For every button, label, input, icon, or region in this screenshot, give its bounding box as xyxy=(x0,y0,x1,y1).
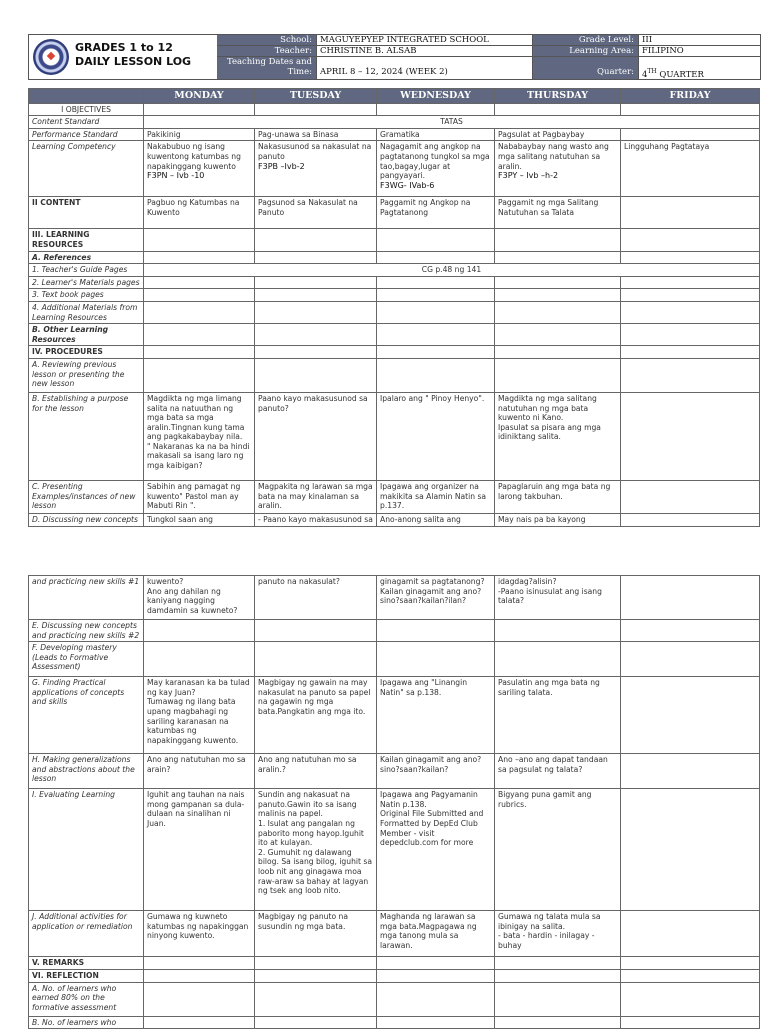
cell-text: Ano ang natutuhan mo sa aralin.? xyxy=(258,755,357,774)
cell-thursday xyxy=(495,754,621,789)
cell-monday xyxy=(144,677,255,754)
table-row-content-standard xyxy=(29,116,760,129)
day-header-thursday: THURSDAY xyxy=(495,89,621,104)
day-header-row xyxy=(29,89,760,104)
cell-monday xyxy=(144,392,255,480)
row-label: B. No. of learners who xyxy=(29,1016,144,1029)
cell-thursday xyxy=(495,346,621,359)
cell-wednesday xyxy=(377,789,495,911)
competency-code: F3PB –Ivb-2 xyxy=(258,161,305,171)
cell-friday xyxy=(621,301,760,323)
cell-monday xyxy=(144,620,255,642)
cell-monday xyxy=(144,276,255,289)
cell-text: Ano –ano ang dapat tandaan sa pagsulat ng talata? xyxy=(498,755,608,774)
cell-text: Pagsunod sa Nakasulat na Panuto xyxy=(258,198,358,217)
cell-wednesday xyxy=(377,229,495,251)
school-value: MAGUYEPYEP INTEGRATED SCHOOL xyxy=(320,35,489,45)
cell-friday xyxy=(621,324,760,346)
cell-text: Gumawa ng kuwneto katumbas ng napakinggan ninyong kuwento. xyxy=(147,912,249,941)
cell-thursday xyxy=(495,969,621,982)
cell-thursday xyxy=(495,513,621,526)
cell-wednesday xyxy=(377,754,495,789)
cell-tuesday xyxy=(255,513,377,526)
row-label: IV. PROCEDURES xyxy=(29,346,144,359)
cell-text: Maghanda ng larawan sa mga bata.Magpagawa ng mga tanong mula sa larawan. xyxy=(380,912,477,950)
cell-tuesday xyxy=(255,276,377,289)
cell-monday xyxy=(144,789,255,911)
cell-wednesday xyxy=(377,301,495,323)
table-row-ii-content xyxy=(29,197,760,229)
table-row-f-developing-mastery-leads-to-formative- xyxy=(29,642,760,677)
cell-text: Nakasusunod sa nakasulat na panuto xyxy=(258,142,372,161)
cell-monday xyxy=(144,324,255,346)
cell-tuesday xyxy=(255,1016,377,1029)
cell-tuesday xyxy=(255,969,377,982)
cell-monday xyxy=(144,1016,255,1029)
cell-tuesday xyxy=(255,229,377,251)
cell-wednesday xyxy=(377,969,495,982)
row-label: A. No. of learners who earned 80% on the formative assessment xyxy=(29,982,144,1016)
quarter-word: QUARTER xyxy=(656,69,704,80)
cell-friday xyxy=(621,128,760,141)
cell-text: Pagbuo ng Katumbas na Kuwento xyxy=(147,198,240,217)
table-row-i-evaluating-learning xyxy=(29,789,760,911)
cell-monday xyxy=(144,754,255,789)
dates-label-1: Teaching Dates and xyxy=(226,57,312,67)
row-label: I OBJECTIVES xyxy=(29,103,144,116)
cell-wednesday xyxy=(377,289,495,302)
cell-monday xyxy=(144,911,255,957)
cell-wednesday xyxy=(377,957,495,970)
cell-thursday xyxy=(495,251,621,264)
cell-text: panuto na nakasulat? xyxy=(258,577,340,586)
quarter-suffix: TH xyxy=(647,68,657,75)
cell-friday xyxy=(621,1016,760,1029)
quarter-value xyxy=(639,67,759,78)
cell-thursday xyxy=(495,301,621,323)
cell-monday xyxy=(144,642,255,677)
row-label: J. Additional activities for application or remediation xyxy=(29,911,144,957)
cell-monday xyxy=(144,251,255,264)
cell-thursday xyxy=(495,576,621,620)
row-label: 2. Learner's Materials pages xyxy=(29,276,144,289)
cell-text: Magpakita ng larawan sa mga bata na may kinalaman sa aralin. xyxy=(258,481,373,511)
cell-tuesday xyxy=(255,358,377,392)
table-row-a-no-of-learners-who-earned-80-on-the-fo xyxy=(29,982,760,1016)
cell-tuesday xyxy=(255,911,377,957)
cell-tuesday xyxy=(255,982,377,1016)
row-label: and practicing new skills #1 xyxy=(29,576,144,620)
cell-wednesday xyxy=(377,982,495,1016)
row-label: B. Other Learning Resources xyxy=(29,324,144,346)
cell-text: Tungkol saan ang xyxy=(147,514,214,524)
day-header-monday: MONDAY xyxy=(144,89,255,104)
row-label: VI. REFLECTION xyxy=(29,969,144,982)
cell-text: idagdag?alisin? -Paano isinusulat ang isang talata? xyxy=(498,577,602,606)
cell-tuesday xyxy=(255,392,377,480)
cell-friday xyxy=(621,141,760,197)
cell-text: Papaglaruin ang mga bata ng larong takbuhan. xyxy=(498,481,611,501)
cell-text: Gumawa ng talata mula sa ibinigay na salita. - bata - hardin - inilagay - buhay xyxy=(498,912,601,950)
deped-seal-icon xyxy=(33,39,69,75)
table-row-d-discussing-new-concepts xyxy=(29,513,760,526)
cell-text: May karanasan ka ba tulad ng kay Juan? Tumawag ng ilang bata upang magbahagi ng sariling karanasan na katumbas ng napakinggang kuwento. xyxy=(147,678,250,745)
competency-code: F3PY – Ivb –h-2 xyxy=(498,171,559,181)
cell-text: Nababaybay nang wasto ang mga salitang natutuhan sa aralin. xyxy=(498,142,609,171)
cell-wednesday xyxy=(377,197,495,229)
cell-tuesday xyxy=(255,346,377,359)
cell-wednesday xyxy=(377,141,495,197)
table-row-and-practicing-new-skills-1 xyxy=(29,576,760,620)
cell-tuesday xyxy=(255,301,377,323)
title-line-2: DAILY LESSON LOG xyxy=(75,55,192,68)
header-title xyxy=(75,41,191,69)
cell-text: Pagsulat at Pagbaybay xyxy=(498,129,585,139)
teacher-label: Teacher: xyxy=(217,46,316,56)
table-row-j-additional-activities-for-application- xyxy=(29,911,760,957)
cell-tuesday xyxy=(255,324,377,346)
row-label: V. REMARKS xyxy=(29,957,144,970)
cell-thursday xyxy=(495,677,621,754)
cell-text: kuwento? Ano ang dahilan ng kaniyang nagging damdamin sa kuwneto? xyxy=(147,577,238,615)
area-label: Learning Area: xyxy=(533,46,638,56)
cell-friday xyxy=(621,251,760,264)
cell-text: Lingguhang Pagtataya xyxy=(624,142,710,152)
day-header-wednesday: WEDNESDAY xyxy=(377,89,495,104)
table-row-h-making-generalizations-and-abstraction xyxy=(29,754,760,789)
cell-monday xyxy=(144,346,255,359)
table-row-i-objectives xyxy=(29,103,760,116)
cell-monday xyxy=(144,128,255,141)
cell-tuesday xyxy=(255,957,377,970)
cell-monday xyxy=(144,982,255,1016)
cell-wednesday xyxy=(377,1016,495,1029)
merged-cell: TATAS xyxy=(144,116,760,129)
cell-thursday xyxy=(495,480,621,513)
cell-wednesday xyxy=(377,358,495,392)
cell-wednesday xyxy=(377,128,495,141)
cell-text: Ano-anong salita ang xyxy=(380,514,461,524)
dll-header xyxy=(28,34,761,80)
cell-tuesday xyxy=(255,251,377,264)
row-label: F. Developing mastery (Leads to Formative Assessment) xyxy=(29,642,144,677)
cell-monday xyxy=(144,301,255,323)
header-title-block xyxy=(29,35,218,79)
cell-thursday xyxy=(495,957,621,970)
cell-thursday xyxy=(495,324,621,346)
cell-text: May nais pa ba kayong xyxy=(498,514,586,524)
cell-friday xyxy=(621,911,760,957)
table-row-iii-learning-resources xyxy=(29,229,760,251)
table-row-v-remarks xyxy=(29,957,760,970)
cell-thursday xyxy=(495,392,621,480)
cell-text: Pag-unawa sa Binasa xyxy=(258,129,339,139)
cell-friday xyxy=(621,513,760,526)
cell-text: Sundin ang nakasuat na panuto.Gawin ito sa isang malinis na papel. 1. Isulat ang pangalan ng paborito mong hayop.Iguhit ito at kulayan. 2. Gumuhit ng dalawang bilog. Sa isang bilog, iguhit sa loob nit ang ginagawa moa raw-araw sa bahay at lagyan ng tsek ang loob nito. xyxy=(258,790,372,896)
table-row-c-presenting-examples-instances-of-new-l xyxy=(29,480,760,513)
cell-friday xyxy=(621,982,760,1016)
cell-text: Ipalaro ang " Pinoy Henyo". xyxy=(380,393,485,403)
row-label: Learning Competency xyxy=(29,141,144,197)
cell-tuesday xyxy=(255,480,377,513)
cell-wednesday xyxy=(377,576,495,620)
table-row-e-discussing-new-concepts-and-practicing xyxy=(29,620,760,642)
cell-friday xyxy=(621,289,760,302)
cell-tuesday xyxy=(255,141,377,197)
cell-thursday xyxy=(495,197,621,229)
cell-wednesday xyxy=(377,677,495,754)
cell-text: Magdikta ng mga limang salita na natuuthan ng mga bata sa mga aralin.Tingnan kung tama ang pagkakabaybay nila. " Nakaranas ka na ba hindi makasali sa isang laro ng mga kaibigan? xyxy=(147,393,250,471)
cell-friday xyxy=(621,969,760,982)
cell-text: Paggamit ng Angkop na Pagtatanong xyxy=(380,198,471,217)
cell-wednesday xyxy=(377,324,495,346)
cell-tuesday xyxy=(255,789,377,911)
header-info-grid xyxy=(217,35,760,79)
cell-thursday xyxy=(495,141,621,197)
grade-value: III xyxy=(642,35,653,45)
row-label: I. Evaluating Learning xyxy=(29,789,144,911)
cell-friday xyxy=(621,276,760,289)
cell-text: Ipagawa ang Pagyamanin Natin p.138. Original File Submitted and Formatted by DepEd Club Member - visit depedclub.com for more xyxy=(380,790,484,848)
cell-text: Nagagamit ang angkop na pagtatanong tungkol sa mga tao,bagay,lugar at pangyayari. xyxy=(380,142,490,181)
row-label: D. Discussing new concepts xyxy=(29,513,144,526)
cell-text: Gramatika xyxy=(380,129,420,139)
cell-tuesday xyxy=(255,620,377,642)
cell-friday xyxy=(621,197,760,229)
cell-thursday xyxy=(495,276,621,289)
row-label: A. Reviewing previous lesson or presenting the new lesson xyxy=(29,358,144,392)
row-label: H. Making generalizations and abstractions about the lesson xyxy=(29,754,144,789)
cell-friday xyxy=(621,576,760,620)
row-label: 3. Text book pages xyxy=(29,289,144,302)
cell-text: Magdikta ng mga salitang natutuhan ng mga bata kuwento ni Kano. Ipasulat sa pisara ang mga idiniktang salita. xyxy=(498,393,601,442)
cell-thursday xyxy=(495,229,621,251)
teacher-value: CHRISTINE B. ALSAB xyxy=(320,46,417,56)
cell-friday xyxy=(621,642,760,677)
cell-friday xyxy=(621,392,760,480)
cell-text: Bigyang puna gamit ang rubrics. xyxy=(498,790,592,809)
cell-monday xyxy=(144,103,255,116)
cell-wednesday xyxy=(377,480,495,513)
cell-text: Iguhit ang tauhan na nais mong gampanan sa dula-dulaan na sinalihan ni Juan. xyxy=(147,790,245,828)
merged-cell: CG p.48 ng 141 xyxy=(144,264,760,277)
quarter-label: Quarter: xyxy=(533,56,638,79)
cell-wednesday xyxy=(377,642,495,677)
lesson-log-table-page-1 xyxy=(28,88,760,527)
cell-thursday xyxy=(495,358,621,392)
cell-wednesday xyxy=(377,346,495,359)
cell-text: Kailan ginagamit ang ano? sino?saan?kailan? xyxy=(380,755,482,774)
cell-friday xyxy=(621,229,760,251)
cell-tuesday xyxy=(255,289,377,302)
table-row-a-references xyxy=(29,251,760,264)
day-header-tuesday: TUESDAY xyxy=(255,89,377,104)
cell-tuesday xyxy=(255,677,377,754)
row-label: 1. Teacher's Guide Pages xyxy=(29,264,144,277)
cell-friday xyxy=(621,677,760,754)
row-label: Content Standard xyxy=(29,116,144,129)
cell-thursday xyxy=(495,103,621,116)
cell-friday xyxy=(621,620,760,642)
cell-friday xyxy=(621,480,760,513)
table-row-3-text-book-pages xyxy=(29,289,760,302)
cell-thursday xyxy=(495,620,621,642)
table-row-b-establishing-a-purpose-for-the-lesson xyxy=(29,392,760,480)
cell-monday xyxy=(144,289,255,302)
row-label: III. LEARNING RESOURCES xyxy=(29,229,144,251)
cell-tuesday xyxy=(255,576,377,620)
cell-wednesday xyxy=(377,276,495,289)
quarter-number: 4 xyxy=(642,69,648,80)
table-row-4-additional-materials-from-learning-res xyxy=(29,301,760,323)
cell-text: ginagamit sa pagtatanong? Kailan ginagamit ang ano? sino?saan?kailan?ilan? xyxy=(380,577,485,606)
row-label: E. Discussing new concepts and practicing new skills #2 xyxy=(29,620,144,642)
cell-text: Sabihin ang pamagat ng kuwento" Pastol man ay Mabuti Rin ". xyxy=(147,481,241,511)
cell-wednesday xyxy=(377,911,495,957)
table-row-b-no-of-learners-who xyxy=(29,1016,760,1029)
title-line-1: GRADES 1 to 12 xyxy=(75,41,173,54)
dates-label-2: Time: xyxy=(287,67,312,77)
cell-friday xyxy=(621,346,760,359)
table-row-vi-reflection xyxy=(29,969,760,982)
school-label: School: xyxy=(217,35,316,46)
cell-tuesday xyxy=(255,754,377,789)
cell-friday xyxy=(621,754,760,789)
row-label: B. Establishing a purpose for the lesson xyxy=(29,392,144,480)
cell-text: Ano ang natutuhan mo sa arain? xyxy=(147,755,246,774)
cell-text: Magbigay ng gawain na may nakasulat na panuto sa papel na gagawin ng mga bata.Pangkatin ang mga ito. xyxy=(258,678,371,716)
cell-text: - Paano kayo makasusunod sa xyxy=(258,514,373,524)
cell-thursday xyxy=(495,1016,621,1029)
competency-code: F3WG- IVab-6 xyxy=(380,180,435,190)
cell-tuesday xyxy=(255,197,377,229)
cell-monday xyxy=(144,576,255,620)
grade-label: Grade Level: xyxy=(533,35,638,46)
cell-tuesday xyxy=(255,103,377,116)
row-label: Performance Standard xyxy=(29,128,144,141)
dates-label xyxy=(217,56,316,79)
cell-thursday xyxy=(495,911,621,957)
cell-text: Paggamit ng mga Salitang Natutuhan sa Talata xyxy=(498,198,599,217)
table-row-g-finding-practical-applications-of-conc xyxy=(29,677,760,754)
cell-text: Pakikinig xyxy=(147,129,181,139)
table-row-learning-competency xyxy=(29,141,760,197)
table-row-b-other-learning-resources xyxy=(29,324,760,346)
cell-monday xyxy=(144,358,255,392)
cell-text: Magbigay ng panuto na susundin ng mga bata. xyxy=(258,912,348,931)
cell-tuesday xyxy=(255,128,377,141)
cell-friday xyxy=(621,789,760,911)
cell-text: Ipagawa ang "Linangin Natin" sa p.138. xyxy=(380,678,468,697)
corner-cell xyxy=(29,89,144,104)
cell-thursday xyxy=(495,982,621,1016)
cell-text: Nakabubuo ng isang kuwentong katumbas ng napakinggang kuwento xyxy=(147,142,241,171)
cell-text: Paano kayo makasusunod sa panuto? xyxy=(258,393,368,413)
cell-monday xyxy=(144,957,255,970)
dates-value: APRIL 8 – 12, 2024 (WEEK 2) xyxy=(320,67,448,77)
row-label: C. Presenting Examples/instances of new lesson xyxy=(29,480,144,513)
cell-friday xyxy=(621,957,760,970)
cell-wednesday xyxy=(377,513,495,526)
cell-friday xyxy=(621,358,760,392)
cell-thursday xyxy=(495,128,621,141)
table-row-a-reviewing-previous-lesson-or-presentin xyxy=(29,358,760,392)
cell-thursday xyxy=(495,642,621,677)
cell-tuesday xyxy=(255,642,377,677)
table-row-iv-procedures xyxy=(29,346,760,359)
table-row-1-teacher-s-guide-pages xyxy=(29,264,760,277)
cell-thursday xyxy=(495,289,621,302)
lesson-log-table-page-2 xyxy=(28,575,760,1029)
cell-wednesday xyxy=(377,103,495,116)
competency-code: F3PN – Ivb -10 xyxy=(147,171,205,181)
cell-monday xyxy=(144,197,255,229)
cell-monday xyxy=(144,480,255,513)
table-row-performance-standard xyxy=(29,128,760,141)
area-value: FILIPINO xyxy=(642,46,684,56)
cell-wednesday xyxy=(377,251,495,264)
cell-friday xyxy=(621,103,760,116)
day-header-friday: FRIDAY xyxy=(621,89,760,104)
cell-monday xyxy=(144,141,255,197)
cell-text: Ipagawa ang organizer na makikita sa Alamin Natin sa p.137. xyxy=(380,481,487,511)
cell-monday xyxy=(144,513,255,526)
cell-text: Pasulatin ang mga bata ng sariling talata. xyxy=(498,678,600,697)
row-label: II CONTENT xyxy=(29,197,144,229)
cell-monday xyxy=(144,229,255,251)
row-label: 4. Additional Materials from Learning Resources xyxy=(29,301,144,323)
cell-wednesday xyxy=(377,392,495,480)
cell-wednesday xyxy=(377,620,495,642)
cell-monday xyxy=(144,969,255,982)
row-label: G. Finding Practical applications of concepts and skills xyxy=(29,677,144,754)
cell-thursday xyxy=(495,789,621,911)
row-label: A. References xyxy=(29,251,144,264)
table-row-2-learner-s-materials-pages xyxy=(29,276,760,289)
